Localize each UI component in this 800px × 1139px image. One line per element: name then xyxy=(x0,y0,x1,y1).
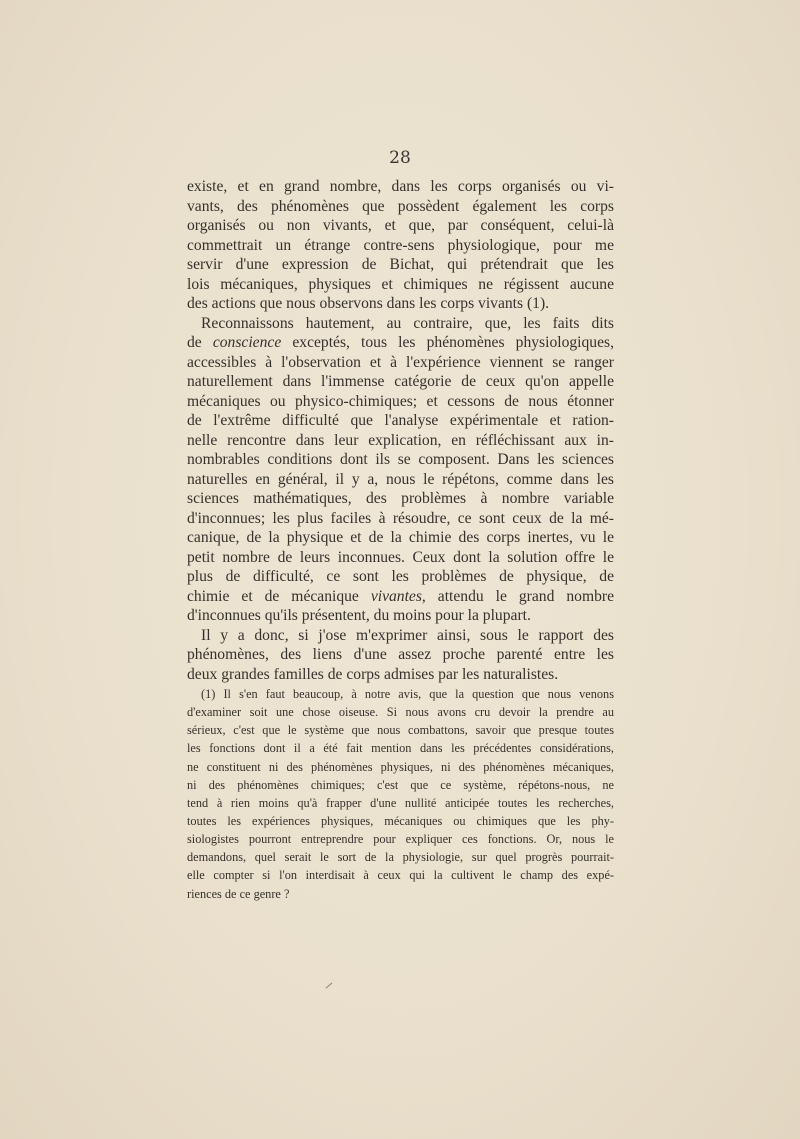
text-line: Il y a donc, si j'ose m'exprimer ainsi, sous le rapport des xyxy=(201,626,614,644)
text-line: d'inconnues qu'ils présentent, du moins pour la plupart. xyxy=(187,607,531,624)
text-line: servir d'une expression de Bichat, qui prétendrait que les xyxy=(187,256,614,273)
text-line: phénomènes, des liens d'une assez proche parenté entre les xyxy=(187,646,614,663)
text-line: lois mécaniques, physiques et chimiques ne régissent aucune xyxy=(187,275,614,293)
text-line: organisés ou non vivants, et que, par conséquent, celui-là xyxy=(187,217,614,234)
text-line: sciences mathématiques, des problèmes à nombre variable xyxy=(187,490,614,507)
emphasis: conscience xyxy=(212,334,282,351)
footnote-line: ni des phénomènes chimiques; c'est que ce système, répétons-nous, ne xyxy=(187,777,614,792)
text-line: de l'extrême difficulté que l'analyse expérimentale et ration- xyxy=(187,412,614,429)
emphasis: vivantes xyxy=(370,587,422,605)
footnote-line: toutes les expériences physiques, mécaniques ou chimiques que les phy- xyxy=(187,813,614,828)
footnote-line: tend à rien moins qu'à frapper d'une nullité anticipée toutes les recherches, xyxy=(187,795,614,810)
text-line: naturellement dans l'immense catégorie de ceux qu'on appelle xyxy=(187,373,614,390)
text-line: existe, et en grand nombre, dans les corps organisés ou vi- xyxy=(187,178,614,195)
text-line: naturelles en général, il y a, nous le répétons, comme dans les xyxy=(187,470,614,488)
footnote-line: sérieux, c'est que le système que nous combattons, savoir que presque toutes xyxy=(187,723,614,738)
text-line: canique, de la physique et de la chimie des corps inertes, vu le xyxy=(187,529,614,546)
footnote xyxy=(187,685,614,903)
text-line: plus de difficulté, ce sont les problèmes de physique, de xyxy=(187,568,614,585)
footnote-line: (1) Il s'en faut beaucoup, à notre avis, que la question que nous venons xyxy=(201,687,614,701)
footnote-line: riences de ce genre ? xyxy=(187,886,290,901)
text-line: petit nombre de leurs inconnues. Ceux dont la solution offre le xyxy=(187,548,614,566)
text-line: chimie et de mécanique vivantes, attendu le grand nombre xyxy=(187,587,614,605)
text-line: accessibles à l'observation et à l'expérience viennent se ranger xyxy=(187,353,614,371)
main-text xyxy=(187,177,614,684)
footnote-line: d'examiner soit une chose oiseuse. Si nous avons cru devoir la prendre au xyxy=(187,705,614,720)
footnote-line: demandons, quel serait le sort de la physiologie, sur quel progrès pourrait- xyxy=(187,850,614,865)
text-line: nombrables conditions dont ils se composent. Dans les sciences xyxy=(187,451,614,468)
text-line: des actions que nous observons dans les corps vivants (1). xyxy=(187,295,550,312)
footnote-line: siologistes pourront entreprendre pour expliquer ces fonctions. Or, nous le xyxy=(187,832,614,847)
footnote-line: elle compter si l'on interdisait à ceux qui la cultivent le champ des expé- xyxy=(187,868,614,883)
text-line: commettrait un étrange contre-sens physiologique, pour me xyxy=(187,236,614,254)
text-line: nelle rencontre dans leur explication, en réfléchissant aux in- xyxy=(187,431,614,449)
text-line: mécaniques ou physico-chimiques; et cessons de nous étonner xyxy=(187,392,614,410)
text-line: deux grandes familles de corps admises par les naturalistes. xyxy=(187,665,559,683)
text-line: de conscience exceptés, tous les phénomènes physiologiques, xyxy=(187,334,614,351)
footnote-line: les fonctions dont il a été fait mention dans les précédentes considérations, xyxy=(187,741,614,756)
page-number: 28 xyxy=(389,148,411,168)
text-line: d'inconnues; les plus faciles à résoudre, ce sont ceux de la mé- xyxy=(187,509,614,527)
paper-blemish xyxy=(326,983,333,989)
text-line: Reconnaissons hautement, au contraire, que, les faits dits xyxy=(201,314,614,332)
text-line: vants, des phénomènes que possèdent également les corps xyxy=(187,197,614,215)
footnote-line: ne constituent ni des phénomènes physiques, ni des phénomènes mécaniques, xyxy=(187,759,614,774)
